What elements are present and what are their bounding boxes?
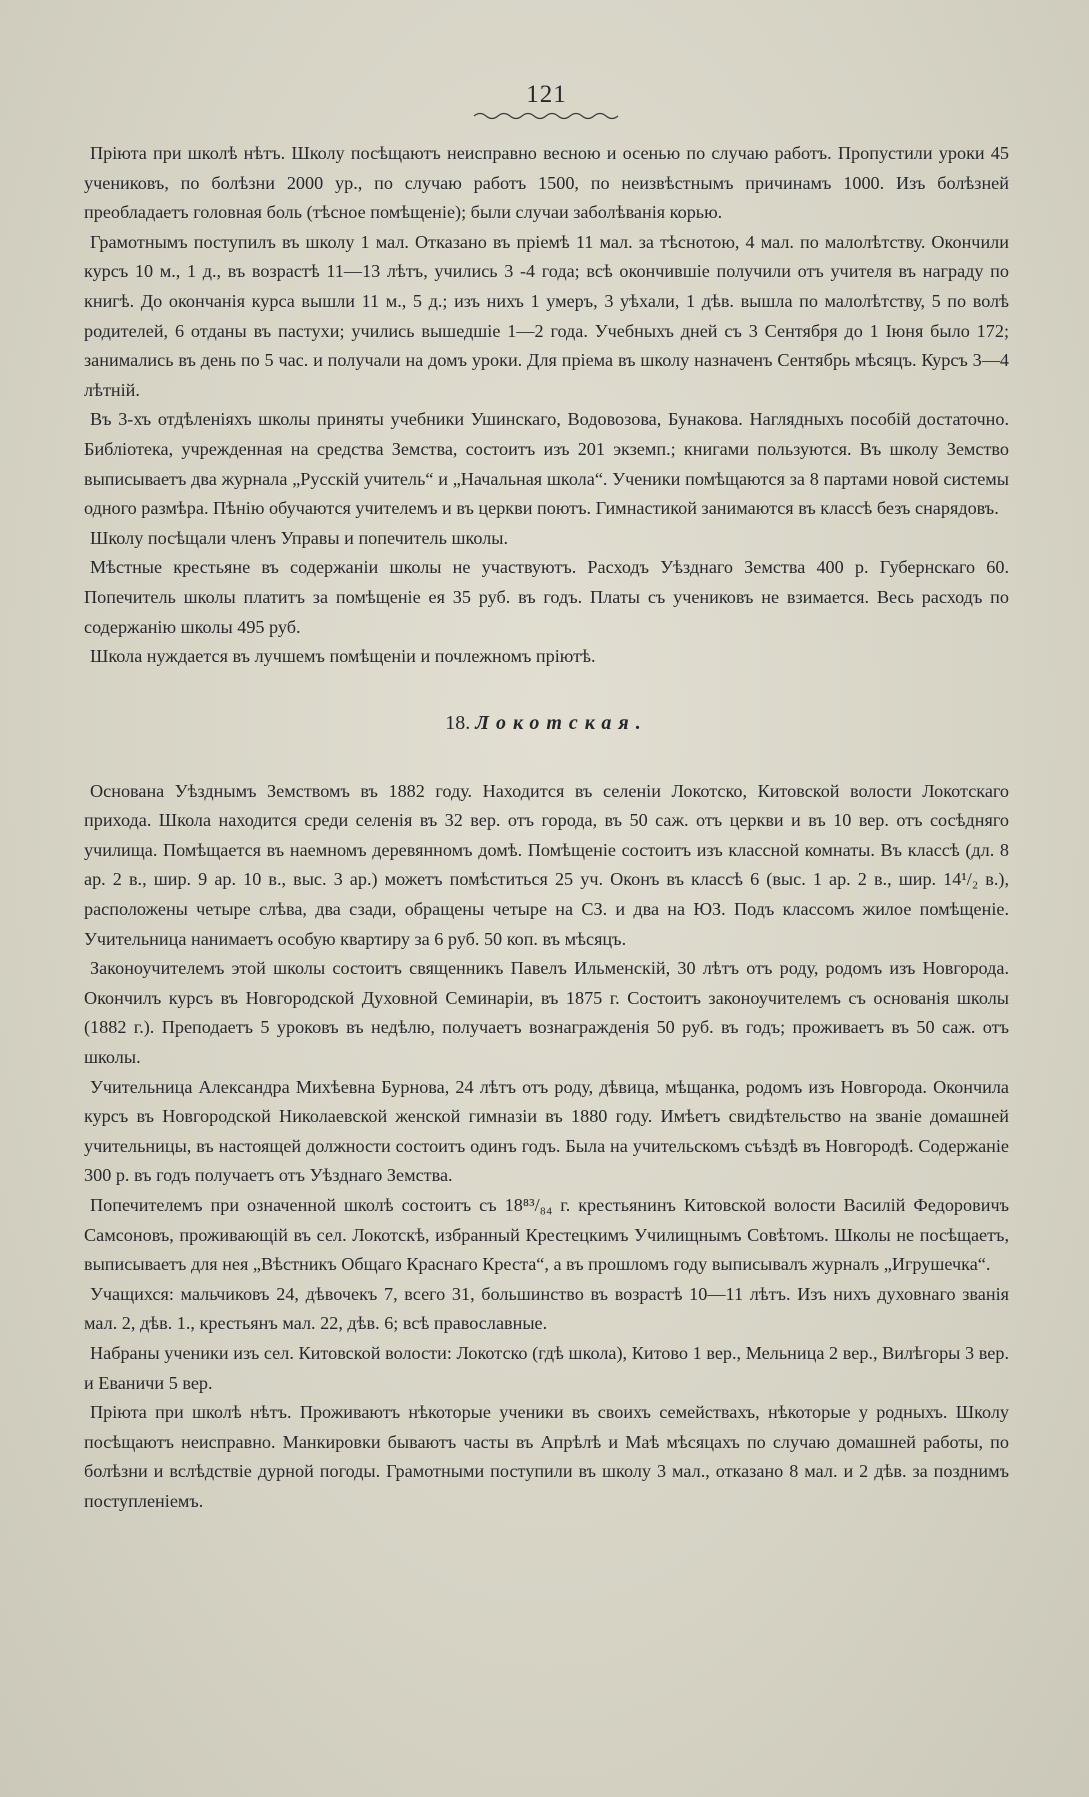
- paragraph: Школу посѣщали членъ Управы и попечитель школы.: [90, 527, 509, 548]
- paragraph: Попечителемъ при означенной школѣ состоитъ съ 18⁸³/₈₄ г. крестьянинъ Китовской волости Василій Федоровичъ Самсоновъ, проживающій въ сел. Локотскѣ, избранный Крестецкимъ Училищнымъ Совѣтомъ. Школы не посѣщаетъ, выписываетъ для нея „Вѣстникъ Общаго Краснаго Креста“, а въ прошломъ году выписывалъ журналъ „Игрушечка“.: [84, 1195, 1009, 1275]
- paragraph: Школа нуждается въ лучшемъ помѣщеніи и почлежномъ пріютѣ.: [90, 646, 596, 667]
- paragraph: Основана Уѣзднымъ Земствомъ въ 1882 году. Находится въ селеніи Локотско, Китовской волости Локотскаго прихода. Школа находится среди селенія въ 32 вер. отъ города, въ 50 саж. отъ церкви и въ 10 вер. отъ сосѣдняго училища. Помѣщается въ наемномъ деревянномъ домѣ. Помѣщеніе состоитъ изъ классной комнаты. Въ классѣ (дл. 8 ар. 2 в., шир. 9 ар. 10 в., выс. 3 ар.) можетъ помѣститься 25 уч. Оконъ въ классѣ 6 (выс. 1 ар. 2 в., шир. 14¹/₂ в.), расположены четыре слѣва, два сзади, обращены четыре на СЗ. и два на ЮЗ. Подъ классомъ жилое помѣщеніе. Учительница нанимаетъ особую квартиру за 6 руб. 50 коп. въ мѣсяцъ.: [84, 780, 1009, 949]
- paragraph: Грамотнымъ поступилъ въ школу 1 мал. Отказано въ пріемѣ 11 мал. за тѣснотою, 4 мал. по малолѣтству. Окончили курсъ 10 м., 1 д., въ возрастѣ 11—13 лѣтъ, учились 3 -4 года; всѣ окончившіе получили отъ учителя въ награду по книгѣ. До окончанія курса вышли 11 м., 5 д.; изъ нихъ 1 умеръ, 3 уѣхали, 1 дѣв. вышла по малолѣтству, 5 по волѣ родителей, 6 отданы въ пастухи; учились вышедшіе 1—2 года. Учебныхъ дней съ 3 Сентября до 1 Іюня было 172; занимались въ день по 5 час. и получали на домъ уроки. Для пріема въ школу назначенъ Сентябрь мѣсяцъ. Курсъ 3—4 лѣтній.: [84, 231, 1009, 400]
- block-one: [84, 139, 1009, 672]
- paragraph: Законоучителемъ этой школы состоитъ священникъ Павелъ Ильменскій, 30 лѣтъ отъ роду, родомъ изъ Новгорода. Окончилъ курсъ въ Новгородской Духовной Семинаріи, въ 1875 г. Состоитъ законоучителемъ съ основанія школы (1882 г.). Преподаетъ 5 уроковъ въ недѣлю, получаетъ вознагражденія 50 руб. въ годъ; проживаетъ въ 50 саж. отъ школы.: [84, 958, 1009, 1068]
- section-number: 18.: [445, 711, 471, 734]
- section-heading: [84, 712, 1009, 735]
- wavy-rule-ornament: [472, 111, 622, 121]
- paragraph: Набраны ученики изъ сел. Китовской волости: Локотско (гдѣ школа), Китово 1 вер., Мельница 2 вер., Вилѣгоры 3 вер. и Еваничи 5 вер.: [84, 1342, 1009, 1393]
- paragraph: Пріюта при школѣ нѣтъ. Проживаютъ нѣкоторые ученики въ своихъ семействахъ, нѣкоторые у родныхъ. Школу посѣщаютъ неисправно. Манкировки бываютъ часты въ Апрѣлѣ и Маѣ мѣсяцахъ по случаю домашней работы, по болѣзни и вслѣдствіе дурной погоды. Грамотными поступили въ школу 3 мал., отказано 8 мал. и 2 дѣв. за позднимъ поступленіемъ.: [84, 1402, 1009, 1511]
- paragraph: Пріюта при школѣ нѣтъ. Школу посѣщаютъ неисправно весною и осенью по случаю работъ. Пропустили уроки 45 учениковъ, по болѣзни 2000 ур., по случаю работъ 1500, по неизвѣстнымъ причинамъ 1000. Изъ болѣзней преобладаетъ головная боль (тѣсное помѣщеніе); были случаи заболѣванія корью.: [84, 143, 1009, 223]
- page-number: 121: [526, 81, 567, 108]
- paragraph: Учительница Александра Михѣевна Бурнова, 24 лѣтъ отъ роду, дѣвица, мѣщанка, родомъ изъ Новгорода. Окончила курсъ въ Новгородской Николаевской женской гимназіи въ 1880 году. Имѣетъ свидѣтельство на званіе домашней учительницы, въ настоящей должности состоитъ одинъ годъ. Была на учительскомъ съѣздѣ въ Новгородѣ. Содержаніе 300 р. въ годъ получаетъ отъ Уѣзднаго Земства.: [84, 1076, 1009, 1186]
- block-two: [84, 777, 1009, 1517]
- paragraph: Мѣстные крестьяне въ содержаніи школы не участвуютъ. Расходъ Уѣзднаго Земства 400 р. Губернскаго 60. Попечитель школы платитъ за помѣщеніе ея 35 руб. въ годъ. Платы съ учениковъ не взимается. Весь расходъ по содержанію школы 495 руб.: [84, 557, 1009, 637]
- paragraph: Въ 3-хъ отдѣленіяхъ школы приняты учебники Ушинскаго, Водовозова, Бунакова. Наглядныхъ пособій достаточно. Библіотека, учрежденная на средства Земства, состоитъ изъ 201 экземп.; книгами пользуются. Въ школу Земство выписываетъ два журнала „Русскій учитель“ и „Начальная школа“. Ученики помѣщаются за 8 партами новой системы одного размѣра. Пѣнію обучаются учителемъ и въ церкви поютъ. Гимнастикой занимаются въ классѣ безъ снарядовъ.: [84, 409, 1009, 519]
- paragraph: Учащихся: мальчиковъ 24, дѣвочекъ 7, всего 31, большинство въ возрастѣ 10—11 лѣтъ. Изъ нихъ духовнаго званія мал. 2, дѣв. 1., крестьянъ мал. 22, дѣв. 6; всѣ православные.: [84, 1283, 1009, 1334]
- section-name: Локотская.: [475, 711, 648, 734]
